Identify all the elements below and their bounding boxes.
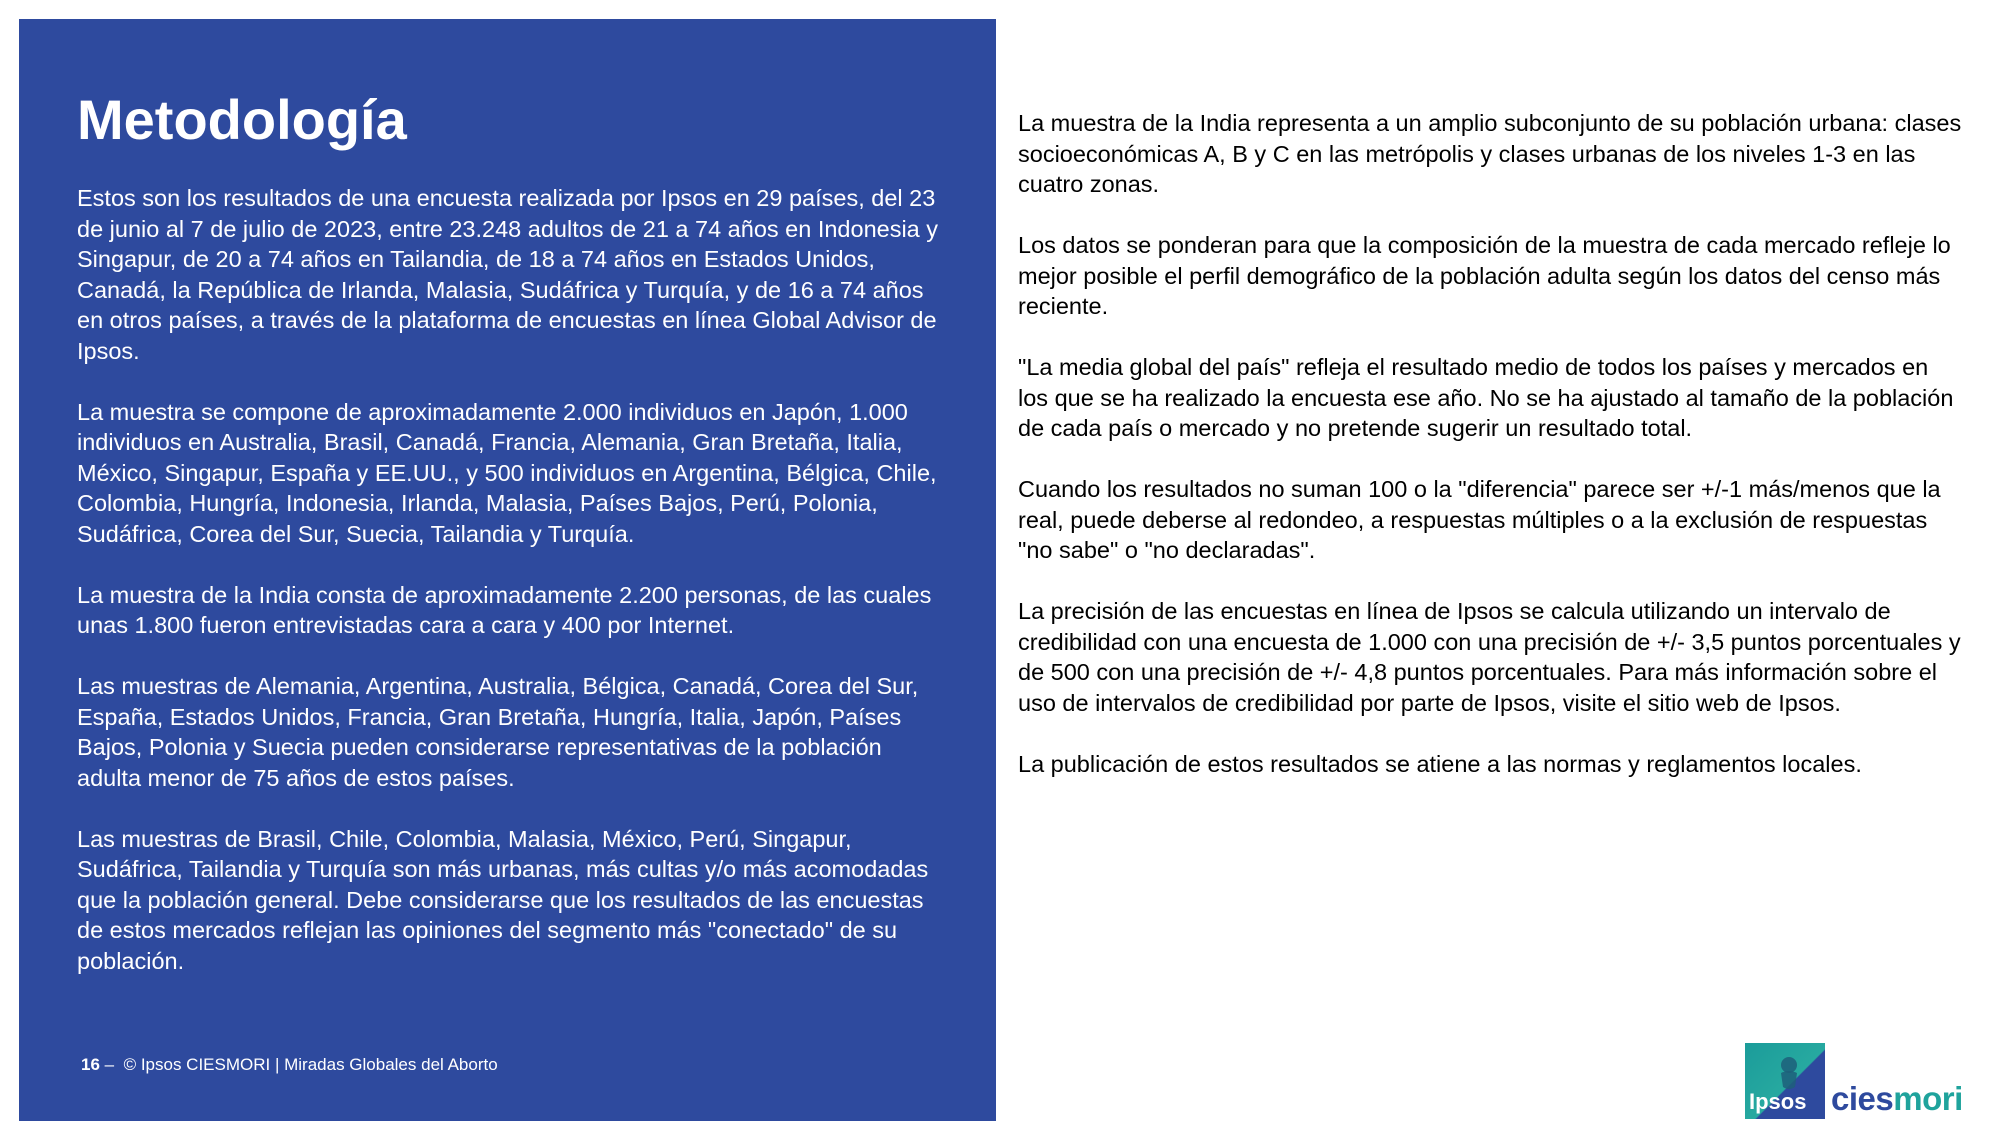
ipsos-logo-icon bbox=[1745, 1043, 1825, 1119]
page-title: Metodología bbox=[77, 88, 407, 151]
footer-separator: – bbox=[104, 1055, 115, 1074]
methodology-paragraph-4: Las muestras de Alemania, Argentina, Australia, Bélgica, Canadá, Corea del Sur, España, Estados Unidos, Francia, Gran Bretaña, Hungría, Italia, Japón, Países Bajos, Polonia y Suecia pueden considerarse representativas de la población adulta menor de 75 años de estos países. bbox=[77, 673, 919, 791]
methodology-paragraph-9: Cuando los resultados no suman 100 o la "diferencia" parece ser +/-1 más/menos que la real, puede deberse al redondeo, a respuestas múltiples o a la exclusión de respuestas "no sabe" o "no declaradas". bbox=[1018, 476, 1941, 563]
methodology-paragraph-7: Los datos se ponderan para que la composición de la muestra de cada mercado refleje lo mejor posible el perfil demográfico de la población adulta según los datos del censo más reciente. bbox=[1018, 232, 1951, 319]
methodology-paragraph-3: La muestra de la India consta de aproximadamente 2.200 personas, de las cuales unas 1.800 fueron entrevistadas cara a cara y 400 por Internet. bbox=[77, 581, 932, 638]
methodology-paragraph-11: La publicación de estos resultados se atiene a las normas y reglamentos locales. bbox=[1018, 750, 1862, 777]
methodology-paragraph-10: La precisión de las encuestas en línea de Ipsos se calcula utilizando un intervalo de credibilidad con una encuesta de 1.000 con una precisión de +/- 3,5 puntos porcentuales y de 500 con una precisión de +/- 4,8 puntos porcentuales. Para más información sobre el uso de intervalos de credibilidad por parte de Ipsos, visite el sitio web de Ipsos. bbox=[1018, 598, 1961, 716]
footer-copyright: © Ipsos CIESMORI | Miradas Globales del Aborto bbox=[123, 1055, 498, 1074]
page-number: 16 bbox=[81, 1055, 100, 1074]
methodology-paragraph-2: La muestra se compone de aproximadamente 2.000 individuos en Japón, 1.000 individuos en Australia, Brasil, Canadá, Francia, Alemania, Gran Bretaña, Italia, México, Singapur, España y EE.UU., y 500 individuos en Argentina, Bélgica, Chile, Colombia, Hungría, Indonesia, Irlanda, Malasia, Países Bajos, Perú, Polonia, Sudáfrica, Corea del Sur, Suecia, Tailandia y Turquía. bbox=[77, 398, 937, 547]
methodology-paragraph-1: Estos son los resultados de una encuesta realizada por Ipsos en 29 países, del 23 de junio al 7 de julio de 2023, entre 23.248 adultos de 21 a 74 años en Indonesia y Singapur, de 20 a 74 años en Tailandia, de 18 a 74 años en Estados Unidos, Canadá, la República de Irlanda, Malasia, Sudáfrica y Turquía, y de 16 a 74 años en otros países, a través de la plataforma de encuestas en línea Global Advisor de Ipsos. bbox=[77, 185, 939, 364]
logo-ciesmori-text bbox=[1831, 1080, 1963, 1118]
logo-ipsos-text: Ipsos bbox=[1749, 1089, 1807, 1114]
logo-cies-text: cies bbox=[1831, 1080, 1894, 1117]
right-column-text bbox=[1018, 108, 1963, 810]
methodology-paragraph-6: La muestra de la India representa a un amplio subconjunto de su población urbana: clases socioeconómicas A, B y C en las metrópolis y clases urbanas de los niveles 1-3 en las cuatro zonas. bbox=[1018, 110, 1962, 197]
slide-footer bbox=[81, 1055, 498, 1075]
logo-mori-text: mori bbox=[1893, 1080, 1963, 1117]
left-column-text bbox=[77, 183, 949, 1007]
ipsos-ciesmori-logo bbox=[1745, 1043, 1965, 1119]
methodology-paragraph-5: Las muestras de Brasil, Chile, Colombia, Malasia, México, Perú, Singapur, Sudáfrica, Tailandia y Turquía son más urbanas, más cultas y/o más acomodadas que la población general. Debe considerarse que los resultados de las encuestas de estos mercados reflejan las opiniones del segmento más "conectado" de su población. bbox=[77, 825, 929, 974]
methodology-paragraph-8: "La media global del país" refleja el resultado medio de todos los países y mercados en los que se ha realizado la encuesta ese año. No se ha ajustado al tamaño de la población de cada país o mercado y no pretende sugerir un resultado total. bbox=[1018, 354, 1954, 441]
